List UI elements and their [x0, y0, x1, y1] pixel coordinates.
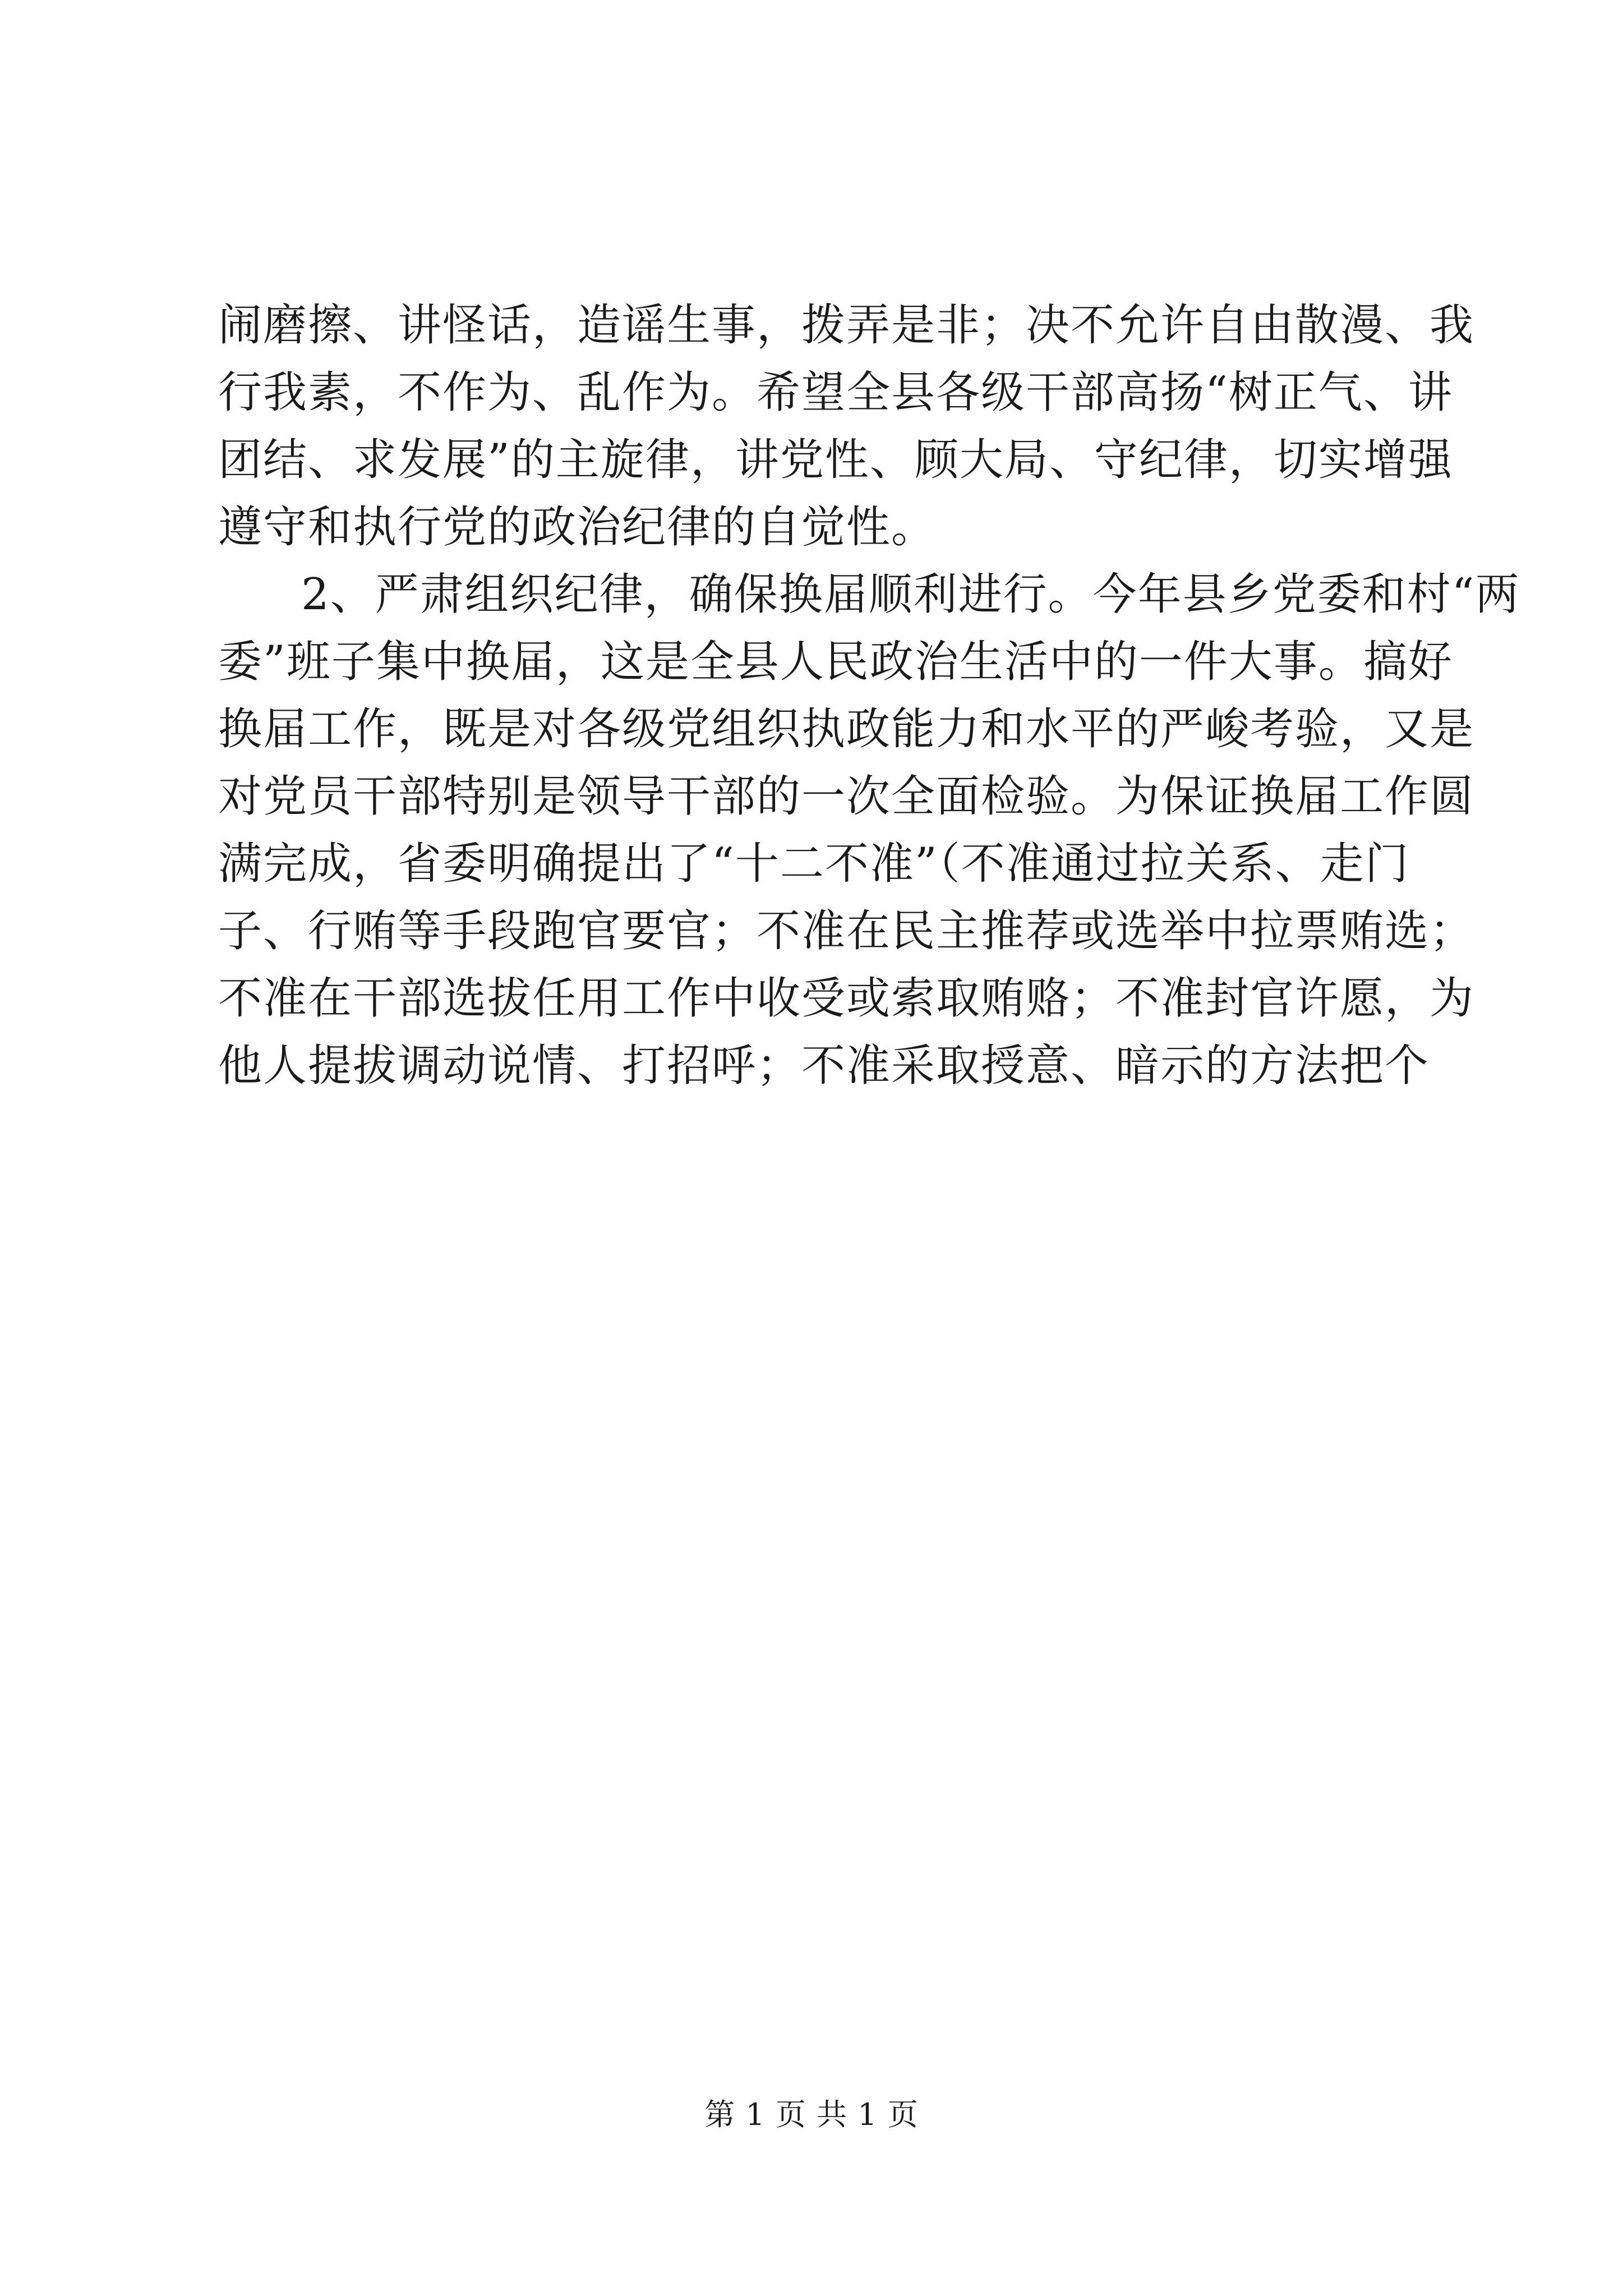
text-line: 对党员干部特别是领导干部的一次全面检验。为保证换届工作圆: [218, 771, 1475, 822]
text-line: 遵守和执行党的政治纪律的自觉性。: [218, 502, 937, 553]
text-line: 行我素，不作为、乱作为。希望全县各级干部高扬“树正气、讲: [218, 367, 1453, 418]
text-line: 闹磨擦、讲怪话，造谣生事，拨弄是非；决不允许自由散漫、我: [218, 300, 1475, 351]
text-line: 满完成，省委明确提出了“十二不准”（不准通过拉关系、走门: [218, 839, 1410, 889]
text-line: 委”班子集中换届，这是全县人民政治生活中的一件大事。搞好: [218, 637, 1453, 687]
text-line: 他人提拔调动说情、打招呼；不准采取授意、暗示的方法把个: [218, 1041, 1430, 1091]
document-body: [218, 292, 1520, 1099]
paragraph-start-line: 2、严肃组织纪律，确保换届顺利进行。今年县乡党委和村“两: [301, 569, 1520, 620]
text-line: 团结、求发展”的主旋律，讲党性、顾大局、守纪律，切实增强: [218, 435, 1453, 485]
text-line: 不准在干部选拔任用工作中收受或索取贿赂；不准封官许愿，为: [218, 973, 1475, 1024]
text-line: 子、行贿等手段跑官要官；不准在民主推荐或选举中拉票贿选；: [218, 906, 1475, 956]
text-line: 换届工作，既是对各级党组织执政能力和水平的严峻考验，又是: [218, 704, 1475, 754]
page-footer: 第 1 页 共 1 页: [704, 2097, 919, 2132]
